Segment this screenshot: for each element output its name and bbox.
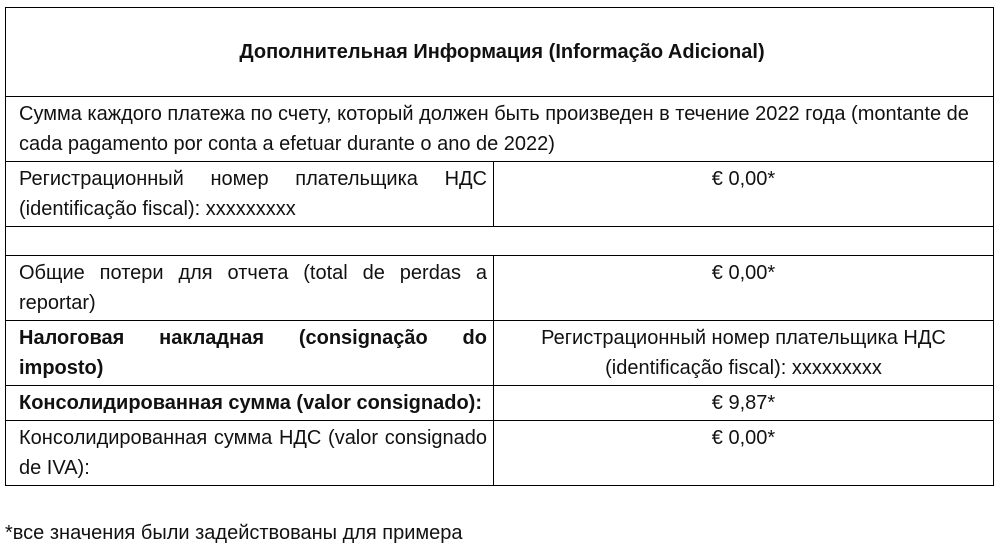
total-losses-value: € 0,00* — [711, 262, 776, 284]
total-losses-label: Общие потери для отчета (total de perdas a reportar) — [6, 256, 494, 320]
intro-text: Сумма каждого платежа по счету, который должен быть произведен в течение 2022 года (montante de cada pagamento por conta a efetuar durante o ano de 2022) — [19, 103, 969, 155]
table-title: Дополнительная Информация (Informação Adicional) — [239, 41, 765, 63]
vat-number-label: Регистрационный номер плательщика НДС (identificação fiscal): xxxxxxxxx — [6, 162, 494, 226]
table-row — [6, 321, 993, 386]
title-row — [6, 8, 993, 97]
consolidated-vat-value: € 0,00* — [711, 427, 776, 449]
tax-consignment-value: Регистрационный номер плательщика НДС (identificação fiscal): xxxxxxxxx — [541, 327, 946, 379]
consolidated-amount-value: € 9,87* — [711, 392, 776, 414]
consolidated-amount-label: Консолидированная сумма (valor consignado): — [6, 386, 494, 420]
table-row — [6, 256, 993, 321]
table-row — [6, 162, 993, 227]
consolidated-vat-label: Консолидированная сумма НДС (valor consignado de IVA): — [6, 421, 494, 485]
table-row — [6, 386, 993, 421]
info-table — [5, 7, 994, 486]
table-row — [6, 421, 993, 485]
footnote: *все значения были задействованы для примера — [5, 522, 463, 544]
vat-number-value: € 0,00* — [711, 168, 776, 190]
empty-row — [6, 227, 993, 256]
tax-consignment-label: Налоговая накладная (consignação do imposto) — [6, 321, 494, 385]
intro-row — [6, 97, 993, 162]
